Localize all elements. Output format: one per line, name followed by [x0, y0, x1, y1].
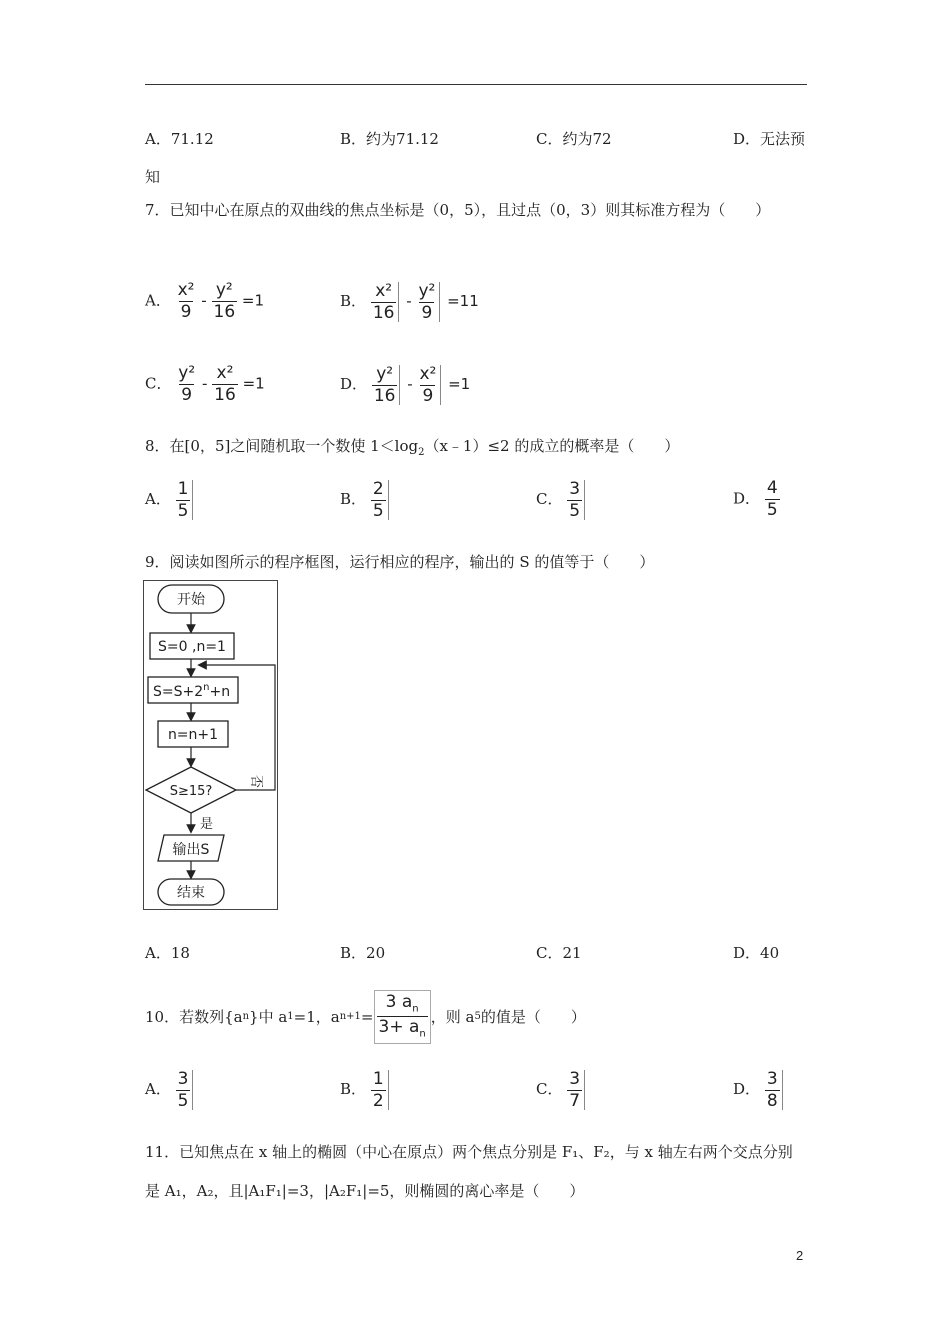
q9-option-a: A．18 — [145, 944, 190, 962]
q10-text-part: =1，a — [293, 1008, 340, 1027]
init-label: S=0 ,n=1 — [158, 639, 226, 655]
q11-question-line-1: 11．已知焦点在 x 轴上的椭圆（中心在原点）两个焦点分别是 F₁、F₂，与 x 轴左右两个交点分别 — [145, 1143, 793, 1161]
subscript: n+1 — [339, 1011, 361, 1023]
denominator: 7 — [569, 1090, 581, 1111]
numerator — [384, 994, 421, 1016]
numerator: 1 — [177, 478, 189, 499]
denominator: 16 — [373, 385, 396, 406]
equation-rhs: =1 — [448, 375, 471, 393]
q10-option-c — [536, 1070, 587, 1110]
numerator: 3 — [569, 478, 581, 499]
denominator: 5 — [372, 500, 384, 521]
denominator: 9 — [180, 302, 192, 322]
fraction — [176, 365, 197, 404]
end-label: 结束 — [177, 885, 205, 901]
option-label: B． — [340, 490, 367, 508]
q6-option-a: A．71.12 — [145, 130, 214, 148]
exponent: n — [203, 682, 210, 693]
option-label: C． — [536, 1080, 563, 1098]
numerator: 4 — [766, 478, 778, 498]
q9-option-c: C．21 — [536, 944, 582, 962]
fraction — [765, 480, 780, 519]
update-s-label — [153, 682, 230, 700]
denominator: 9 — [181, 385, 193, 405]
q10-question — [145, 990, 586, 1044]
option-label: A． — [145, 1080, 171, 1098]
option-label: B． — [340, 1080, 367, 1098]
fraction — [765, 1068, 780, 1111]
fraction — [416, 280, 437, 323]
header-rule — [145, 84, 807, 85]
numerator: 2 — [372, 478, 384, 499]
fraction — [417, 363, 438, 406]
equals-sign: = — [360, 1007, 374, 1026]
minus-sign: - — [201, 374, 208, 393]
denominator: 5 — [569, 500, 581, 521]
minus-sign: - — [406, 292, 412, 310]
divider — [192, 480, 193, 520]
denominator: 9 — [422, 385, 434, 406]
q6-option-c: C．约为72 — [536, 130, 612, 148]
subscript: n — [242, 1011, 250, 1023]
option-label: B． — [340, 292, 367, 310]
numerator: 3 — [177, 1068, 189, 1089]
q10-text-part: 10．若数列{a — [145, 1008, 243, 1027]
numerator: y² — [178, 363, 196, 383]
q10-option-d — [733, 1070, 785, 1110]
fraction — [371, 280, 397, 323]
numerator: y² — [215, 280, 233, 300]
q8-text-part: 8．在[0，5]之间随机取一个数使 1＜log — [145, 437, 419, 455]
numerator: x² — [375, 280, 393, 301]
flowchart — [143, 580, 278, 910]
q9-question: 9．阅读如图所示的程序框图，运行相应的程序，输出的 S 的值等于（ ） — [145, 553, 655, 571]
numerator: x² — [216, 363, 234, 383]
divider — [399, 365, 400, 405]
q10-text-part: }中 a — [249, 1008, 288, 1027]
option-label: A． — [145, 490, 171, 508]
q10-option-a — [145, 1070, 195, 1110]
flowchart-diagram — [144, 581, 277, 909]
q10-text-part: 的值是（ ） — [480, 1008, 586, 1027]
divider — [192, 1070, 193, 1110]
option-label: C． — [145, 374, 172, 393]
fraction — [371, 1068, 386, 1111]
denominator: 5 — [177, 1090, 189, 1111]
option-label: D． — [340, 375, 368, 393]
subscript: 5 — [474, 1011, 481, 1023]
numerator: 3 — [569, 1068, 581, 1089]
q8-text-part: （x﹣1）≤2 的成立的概率是（ ） — [424, 437, 680, 455]
divider — [388, 480, 389, 520]
subscript: 1 — [287, 1011, 294, 1023]
divider — [388, 1070, 389, 1110]
denominator: 9 — [421, 302, 433, 323]
denominator: 8 — [766, 1090, 778, 1111]
divider — [584, 480, 585, 520]
numerator-text: 3 a — [385, 992, 413, 1012]
q10-option-b — [340, 1070, 391, 1110]
subscript: n — [412, 1003, 419, 1015]
denominator-text: 3+ a — [378, 1017, 420, 1038]
fraction — [372, 363, 398, 406]
q7-option-b — [340, 282, 479, 322]
update-n-label: n=n+1 — [167, 727, 219, 743]
recurrence-fraction — [374, 990, 431, 1044]
subscript: n — [419, 1028, 426, 1040]
denominator: 5 — [766, 500, 778, 520]
option-label: C． — [536, 490, 563, 508]
log-base: 2 — [418, 447, 425, 458]
q10-text-part: ，则 a — [430, 1008, 475, 1027]
q7-option-d — [340, 365, 470, 405]
q6-option-d-continued: 知 — [145, 168, 161, 186]
option-label: D． — [733, 489, 761, 508]
q7-option-c — [145, 365, 265, 404]
divider — [782, 1070, 783, 1110]
fraction — [567, 478, 582, 521]
update-s-tail: +n — [209, 684, 231, 700]
denominator: 16 — [372, 302, 395, 323]
q7-question: 7．已知中心在原点的双曲线的焦点坐标是（0，5），且过点（0，3）则其标准方程为（ ） — [145, 201, 771, 219]
denominator — [377, 1016, 428, 1039]
fraction — [212, 282, 238, 321]
numerator: 3 — [766, 1068, 778, 1089]
fraction — [176, 1068, 191, 1111]
q6-option-d: D．无法预 — [733, 130, 806, 148]
q8-option-b — [340, 480, 391, 520]
denominator: 16 — [213, 302, 236, 322]
update-s-text: S=S+2 — [153, 684, 204, 700]
q8-question — [145, 435, 679, 458]
minus-sign: - — [201, 291, 207, 310]
output-label: 输出S — [172, 842, 210, 858]
q9-option-b: B．20 — [340, 944, 386, 962]
denominator: 5 — [177, 500, 189, 521]
fraction — [176, 282, 197, 321]
divider — [440, 365, 441, 405]
q7-option-a — [145, 282, 264, 321]
equation-rhs: =11 — [447, 292, 479, 310]
minus-sign: - — [407, 375, 413, 393]
q9-option-d: D．40 — [733, 944, 780, 962]
no-label: 否 — [248, 775, 263, 789]
divider — [439, 282, 440, 322]
numerator: x² — [177, 280, 195, 300]
q8-option-c — [536, 480, 587, 520]
start-label: 开始 — [177, 592, 205, 608]
option-label: D． — [733, 1080, 761, 1098]
q8-option-a — [145, 480, 195, 520]
q8-option-d — [733, 480, 780, 519]
divider — [584, 1070, 585, 1110]
fraction — [212, 365, 238, 404]
page-number: 2 — [796, 1248, 804, 1263]
q11-question-line-2: 是 A₁，A₂，且|A₁F₁|=3，|A₂F₁|=5，则椭圆的离心率是（ ） — [145, 1182, 585, 1200]
numerator: y² — [376, 363, 394, 384]
option-label: A． — [145, 291, 171, 310]
yes-label: 是 — [200, 817, 214, 832]
equation-rhs: =1 — [242, 374, 265, 393]
divider — [398, 282, 399, 322]
numerator: 1 — [372, 1068, 384, 1089]
denominator: 16 — [214, 385, 236, 405]
numerator: y² — [418, 280, 436, 301]
condition-label: S≥15? — [169, 784, 213, 799]
fraction — [371, 478, 386, 521]
q6-option-b: B．约为71.12 — [340, 130, 439, 148]
numerator: x² — [419, 363, 437, 384]
fraction — [567, 1068, 582, 1111]
denominator: 2 — [372, 1090, 384, 1111]
fraction — [176, 478, 191, 521]
equation-rhs: =1 — [241, 291, 265, 310]
